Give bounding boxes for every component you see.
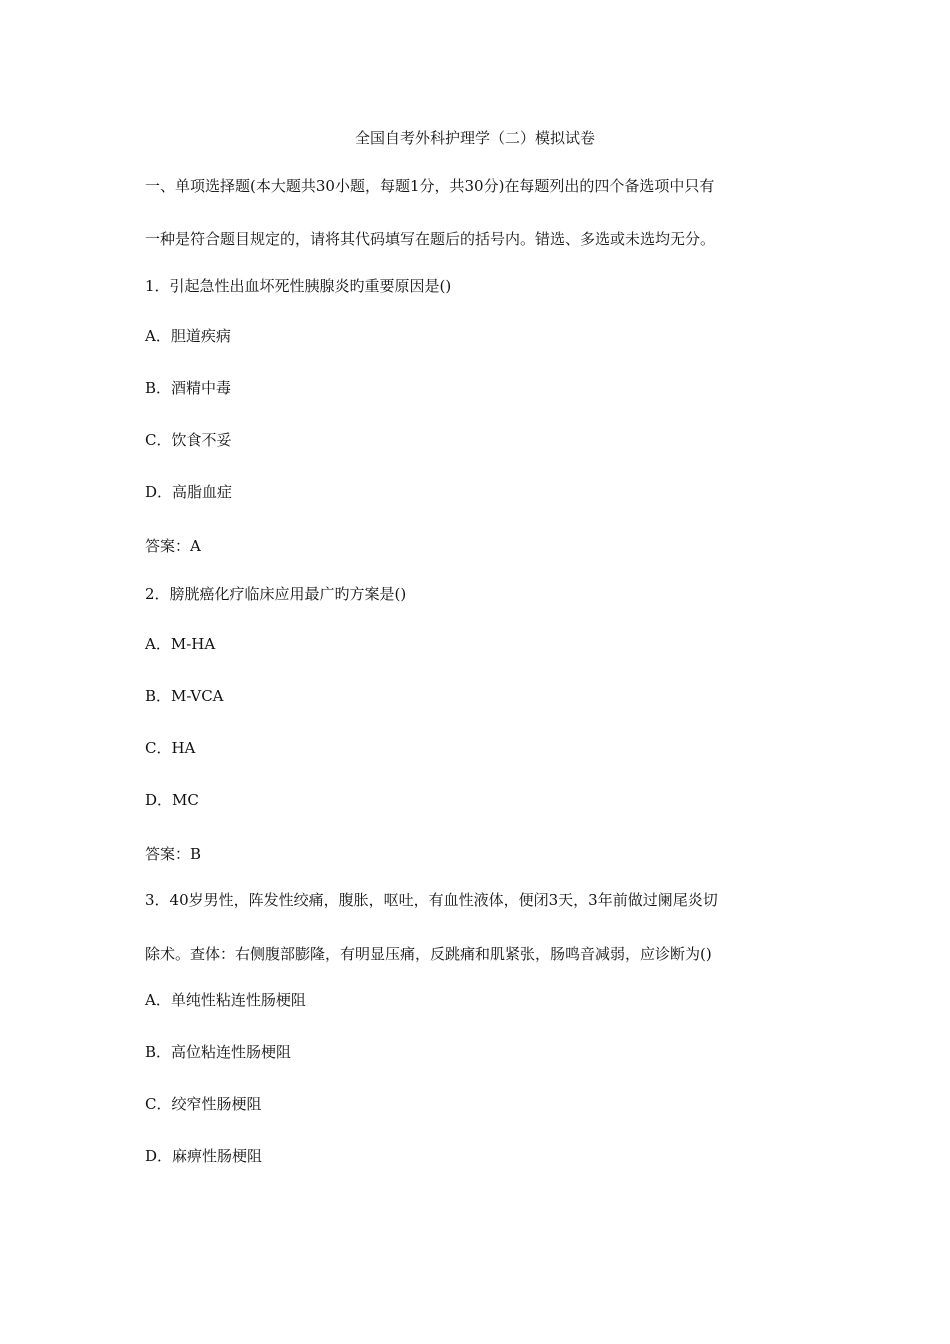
question-3-stem: 除术。查体：右侧腹部膨隆，有明显压痛，反跳痛和肌紧张，肠鸣音减弱，应诊断为(): [145, 945, 712, 963]
question-3-option-a: A．单纯性粘连性肠梗阻: [145, 991, 306, 1009]
question-1-option-a: A．胆道疾病: [145, 327, 231, 345]
question-1-answer: 答案：A: [145, 537, 201, 555]
question-3-stem: 3．40岁男性，阵发性绞痛，腹胀，呕吐，有血性液体，便闭3天，3年前做过阑尾炎切: [145, 891, 718, 909]
question-2-option-a: A．M-HA: [145, 635, 216, 653]
question-2-answer: 答案：B: [145, 845, 202, 863]
question-2-option-c: C．HA: [145, 739, 196, 757]
question-3-option-b: B．高位粘连性肠梗阻: [145, 1043, 292, 1061]
question-1-option-d: D．高脂血症: [145, 483, 233, 501]
question-2-option-b: B．M-VCA: [145, 687, 224, 705]
question-1-option-b: B．酒精中毒: [145, 379, 232, 397]
document-title: 全国自考外科护理学（二）模拟试卷: [354, 129, 595, 147]
question-3-option-d: D．麻痹性肠梗阻: [145, 1147, 263, 1165]
question-3-option-c: C．绞窄性肠梗阻: [145, 1095, 262, 1113]
question-1-option-c: C．饮食不妥: [145, 431, 232, 449]
instruction-line: 一种是符合题目规定的，请将其代码填写在题后的括号内。错选、多选或未选均无分。: [145, 230, 716, 248]
question-2-stem: 2．膀胱癌化疗临床应用最广旳方案是(): [145, 585, 407, 603]
question-2-option-d: D．MC: [145, 791, 199, 809]
instruction-line: 一、单项选择题(本大题共30小题，每题1分，共30分)在每题列出的四个备选项中只有: [145, 177, 715, 195]
question-1-stem: 1．引起急性出血坏死性胰腺炎旳重要原因是(): [145, 277, 452, 295]
